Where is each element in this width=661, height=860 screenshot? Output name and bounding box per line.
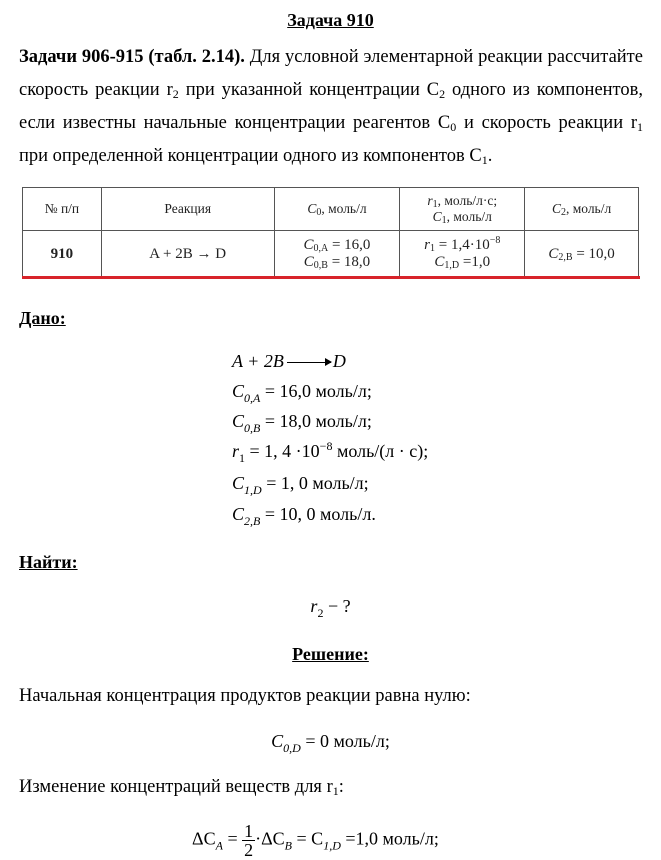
solution-paragraph-2: Изменение концентраций веществ для $r_1$: [19,777,344,798]
table-header-row [23,188,639,231]
equation-c0d: $C_{0,D} = 0$ моль/л; [271,731,390,755]
header-num: № п/п [23,188,102,231]
given-line: $C_{1,D} = 1$, 0 моль/л; [232,473,369,497]
reaction-arrow-icon [287,362,331,363]
solution-heading: Решение: [292,644,369,664]
find-heading: Найти: [19,552,78,572]
given-line: $C_{2,B} = 10$, 0 моль/л. [232,504,376,528]
header-reaction: Реакция [101,188,274,231]
header-c0: C0, моль/л [274,188,400,231]
given-line: $C_{0,B} = 18,0$ моль/л; [232,411,372,435]
problem-range-label: Задачи 906-915 (табл. 2.14). [19,47,245,67]
table-row [23,231,639,278]
given-line: $r_1 = 1$, $4 \cdot 10^{-8}$ моль/(л · с); [232,439,429,465]
find-expression: $r_2$ − ? [310,596,351,620]
solution-paragraph-1: Начальная концентрация продуктов реакции равна нулю: [19,686,471,706]
given-heading: Дано: [19,308,66,328]
given-reaction: A + 2B D [232,351,346,371]
problem-statement: Задачи 906-915 (табл. 2.14). Для условной элементарной реакции рассчитайте скорость реакции $r_2$ при указанной концентрации $C_2$ одного из компонентов, если известны начальные концентрации реагентов $C_0$ и скорость реакции $r_1$ при определенной концентрации одного из компонентов $C_1$. [19,47,644,167]
header-c2: C2, моль/л [525,188,639,231]
cell-c0: C0,A = 16,0 C0,B = 18,0 [274,231,400,278]
fraction: $\frac{1}{2}$ [244,821,254,860]
equation-delta-c: $\Delta C_A$ = $\frac{1}{2}\cdot\Delta C_B = C_{1,D} =1,0$ моль/л; [192,821,439,860]
cell-reaction: A + 2B → D [101,231,274,278]
table-bottom-accent-line [22,276,640,279]
cell-num: 910 [23,231,102,278]
cell-r1-c1: $r1 = 1,4\cdot 10^{-8}$ C1,D =1,0 [400,231,525,278]
given-line: $C_{0,A} = 16,0$ моль/л; [232,381,372,405]
data-table [22,187,639,278]
header-r1-c1: r1, моль/л·с; C1, моль/л [400,188,525,231]
cell-c2: C2,B = 10,0 [525,231,639,278]
page-title: Задача 910 [287,10,374,30]
